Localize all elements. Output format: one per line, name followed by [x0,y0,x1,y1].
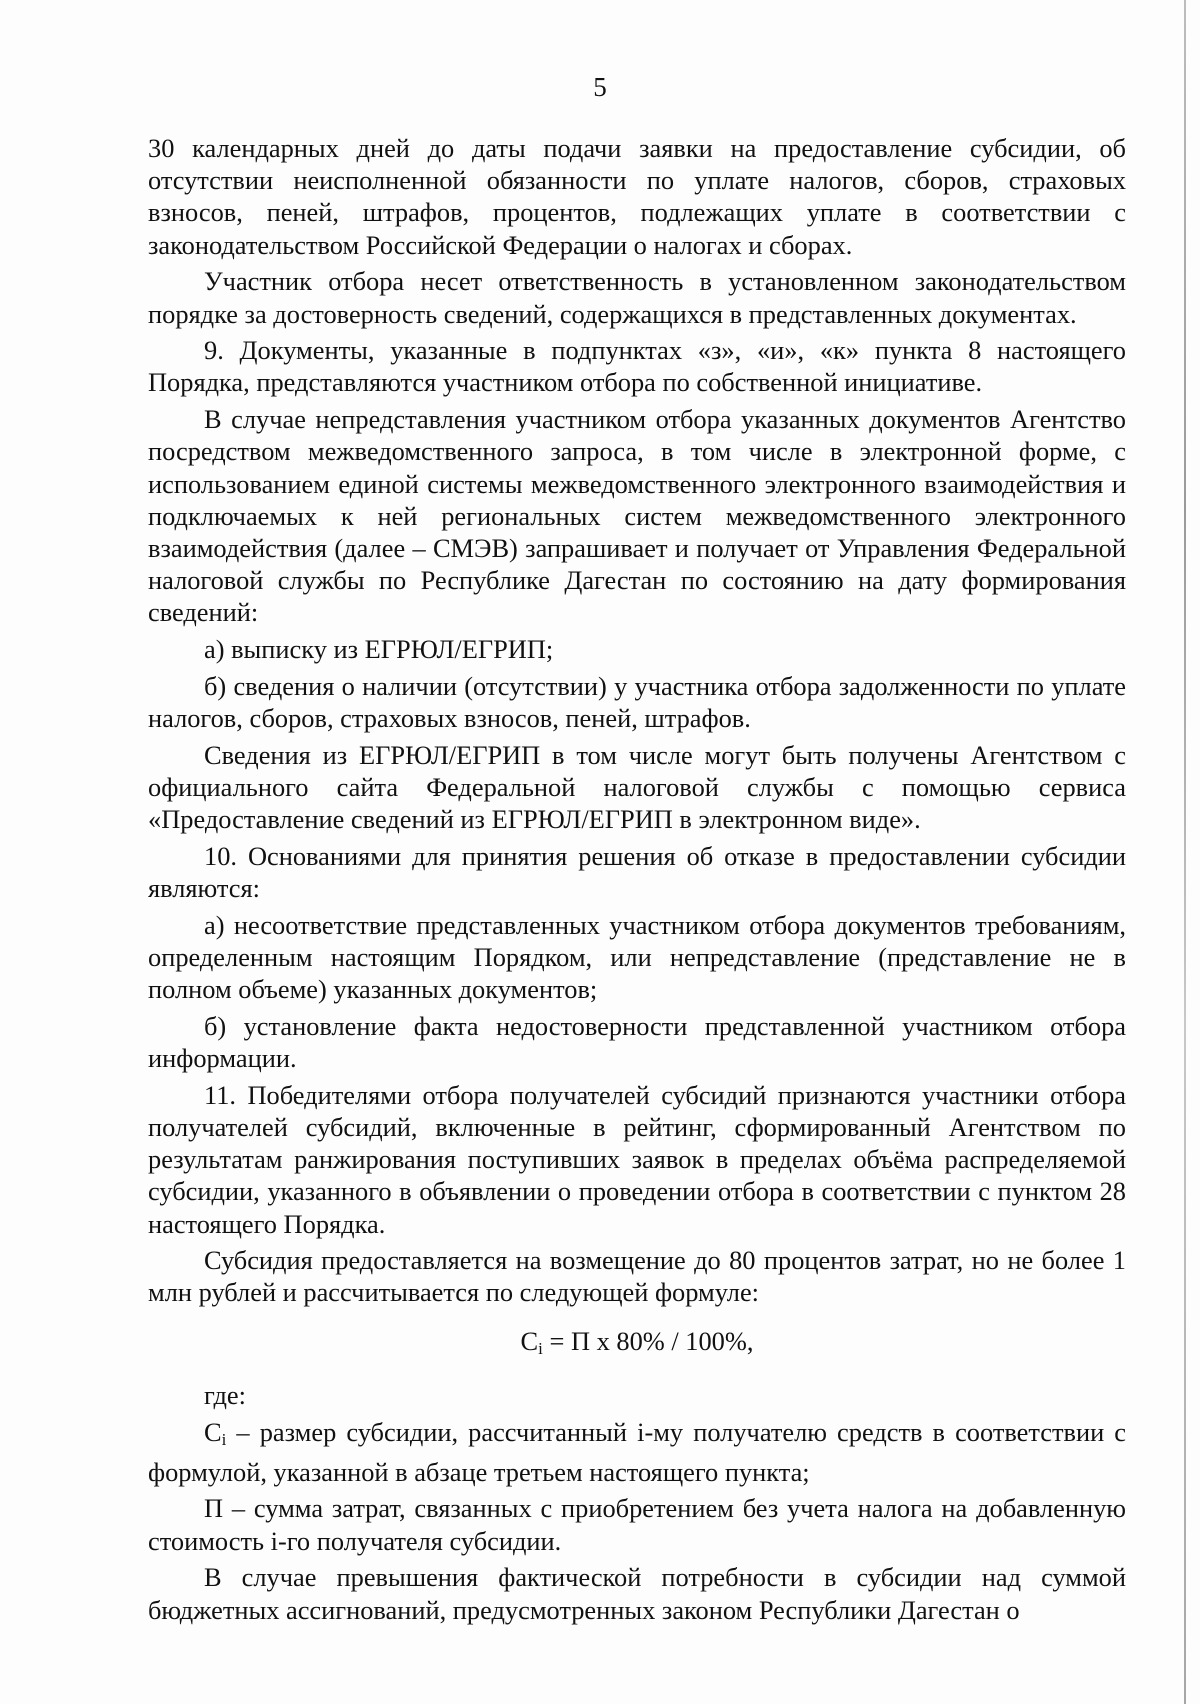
formula-lhs-index: i [538,1338,543,1358]
document-body [148,132,1126,1630]
paragraph-egrul-website: Сведения из ЕГРЮЛ/ЕГРИП в том числе могут быть получены Агентством с официального сайта Федеральной налоговой службы с помощью сервиса «Предоставление сведений из ЕГРЮЛ/ЕГРИП в электронном виде». [148,739,1126,835]
paragraph-smev-request: В случае непредставления участником отбора указанных документов Агентство посредством межведомственного запроса, в том числе в электронной форме, с использованием единой системы межведомственного электронного взаимодействия и подключаемых к ней региональных систем межведомственного электронного взаимодействия (далее – СМЭВ) запрашивает и получает от Управления Федеральной налоговой службы по Республике Дагестан по состоянию на дату формирования сведений: [148,404,1126,628]
definition-p-text: – сумма затрат, связанных с приобретением без учета налога на добавленную стоимость i-го получателя субсидии. [148,1493,1126,1556]
scan-edge-line [1184,0,1186,1704]
page-number: 5 [593,72,607,102]
definition-ci-symbol: С [204,1416,222,1447]
paragraph-item-11: 11. Победителями отбора получателей субсидий признаются участники отбора получателей субсидий, включенные в рейтинг, сформированный Агентством по результатам ранжирования поступивших заявок в пределах объёма распределяемой субсидии, указанного в объявлении о проведении отбора в соответствии с пунктом 28 настоящего Порядка. [148,1079,1126,1239]
definition-ci-text: – размер субсидии, рассчитанный i-му получателю средств в соответствии с формулой, указанной в абзаце третьем настоящего пункта; [148,1416,1126,1487]
formula-lhs: С [520,1325,539,1356]
paragraph-budget-excess: В случае превышения фактической потребности в субсидии над суммой бюджетных ассигнований, предусмотренных законом Республики Дагестан о [148,1562,1126,1625]
paragraph-subsidy-formula-intro: Субсидия предоставляется на возмещение до 80 процентов затрат, но не более 1 млн рублей и рассчитывается по следующей формуле: [148,1245,1126,1308]
paragraph-subitem-a-extract: а) выписку из ЕГРЮЛ/ЕГРИП; [204,634,554,665]
definition-ci [148,1416,1126,1488]
paragraph-item-10: 10. Основаниями для принятия решения об отказе в предоставлении субсидии являются: [148,840,1126,903]
where-label: где: [204,1379,246,1410]
paragraph-item-9: 9. Документы, указанные в подпунктах «з», «и», «к» пункта 8 настоящего Порядка, представляются участником отбора по собственной инициативе. [148,335,1126,398]
paragraph-subitem-a-mismatch: а) несоответствие представленных участником отбора документов требованиям, определенным настоящим Порядком, или непредставление (представление не в полном объеме) указанных документов; [148,909,1126,1005]
paragraph-subitem-b-debt: б) сведения о наличии (отсутствии) у участника отбора задолженности по уплате налогов, сборов, страховых взносов, пеней, штрафов. [148,670,1126,733]
definition-ci-index: i [221,1429,227,1449]
paragraph-tax-debt: 30 календарных дней до даты подачи заявки на предоставление субсидии, об отсутствии неисполненной обязанности по уплате налогов, сборов, страховых взносов, пеней, штрафов, процентов, подлежащих уплате в соответствии с законодательством Российской Федерации о налогах и сборах. [148,133,1126,260]
paragraph-subitem-b-false-info: б) установление факта недостоверности представленной участником отбора информации. [148,1010,1126,1073]
formula-rhs: = П х 80% / 100%, [542,1325,754,1356]
definition-p-symbol: П [204,1493,224,1524]
subsidy-formula [148,1325,1126,1365]
definition-p [148,1492,1126,1556]
paragraph-responsibility: Участник отбора несет ответственность в установленном законодательством порядке за достоверность сведений, содержащихся в представленных документах. [148,266,1126,329]
